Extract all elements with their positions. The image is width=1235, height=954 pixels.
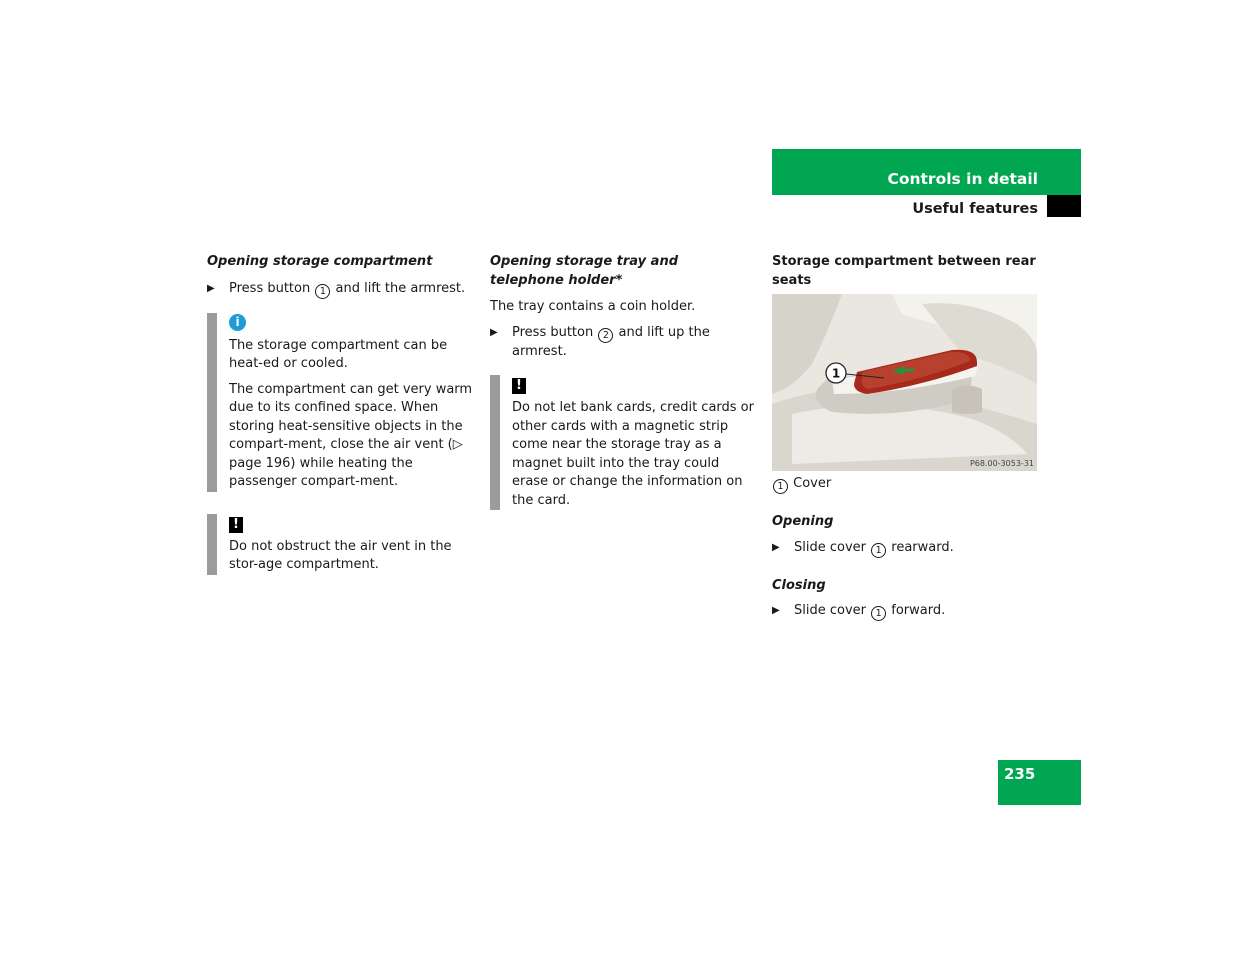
- heading-opening-storage-tray: Opening storage tray and telephone holder*: [490, 254, 679, 288]
- warning-text: Do not obstruct the air vent in the stor-age compartment.: [229, 538, 452, 572]
- page-reference-link[interactable]: ▷ page 196: [229, 437, 463, 471]
- bullet-triangle-icon: ▶: [772, 605, 780, 616]
- info-paragraph-2: The compartment can get very warm due to its confined space. When storing heat-sensitive objects in the compart-ment, close the air vent (▷ page 196) while heating the passenger compart-ment.: [229, 381, 473, 489]
- figure-legend: 1 Cover: [772, 475, 1038, 494]
- note-sidebar: [207, 313, 217, 492]
- callout-number: 1: [871, 543, 886, 558]
- column-1: [207, 253, 473, 575]
- figure-callout-1: 1: [831, 366, 841, 381]
- step-press-button-1: ▶ Press button 1 and lift the armrest.: [207, 280, 466, 297]
- column-3: [772, 253, 1038, 621]
- info-note: [207, 313, 473, 492]
- heading-opening-storage-compartment: Opening storage compartment: [207, 254, 433, 269]
- warning-text: Do not let bank cards, credit cards or other cards with a magnetic strip come near the storage tray as a magnet built into the tray could erase or change the information on the card.: [512, 400, 754, 508]
- bullet-triangle-icon: ▶: [490, 326, 498, 338]
- heading-closing: Closing: [772, 577, 826, 593]
- page-number-box: [998, 760, 1081, 805]
- bullet-triangle-icon: ▶: [207, 282, 215, 294]
- warning-note: [490, 375, 756, 510]
- armrest-illustration: [772, 294, 1037, 471]
- header-bar: [772, 149, 1081, 195]
- note-sidebar: [490, 375, 500, 510]
- intro-text: The tray contains a coin holder.: [490, 299, 696, 314]
- note-sidebar: [207, 514, 217, 575]
- info-icon: i: [229, 314, 246, 331]
- armrest-image: [772, 294, 1037, 471]
- callout-number: 1: [871, 606, 886, 621]
- step-slide-cover-rearward: ▶ Slide cover 1 rearward.: [772, 539, 954, 556]
- warning-note: [207, 514, 473, 575]
- subsection-title: Useful features: [912, 201, 1038, 217]
- step-press-button-2: ▶ Press button 2 and lift up the armrest.: [490, 324, 710, 359]
- warning-icon: !: [512, 378, 526, 394]
- callout-number: 2: [598, 328, 613, 343]
- callout-number: 1: [315, 284, 330, 299]
- heading-storage-between-rear-seats: Storage compartment between rear seats: [772, 254, 1036, 288]
- section-title: Controls in detail: [887, 170, 1038, 188]
- step-slide-cover-forward: ▶ Slide cover 1 forward.: [772, 603, 946, 619]
- heading-opening: Opening: [772, 514, 834, 529]
- bullet-triangle-icon: ▶: [772, 541, 780, 553]
- column-2: [490, 253, 756, 510]
- page-number: 235: [1004, 765, 1036, 783]
- info-paragraph-1: The storage compartment can be heat-ed or cooled.: [229, 337, 448, 371]
- figure-code: P68.00-3053-31: [969, 459, 1034, 468]
- callout-number: 1: [773, 479, 788, 494]
- header-tab-marker: [1047, 195, 1081, 217]
- warning-icon: !: [229, 517, 243, 533]
